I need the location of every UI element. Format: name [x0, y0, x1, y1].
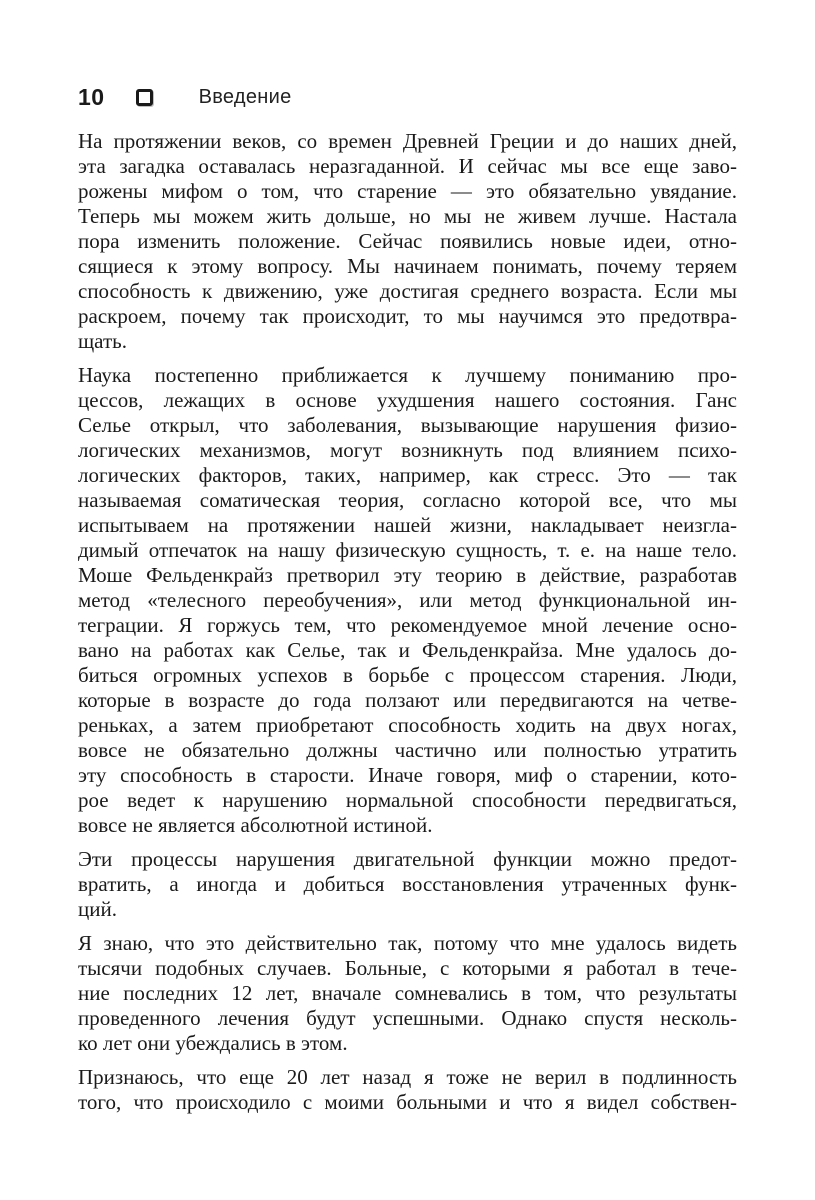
paragraph — [78, 847, 737, 922]
text-line: эта загадка оставалась неразгаданной. И сейчас мы все еще заво- — [78, 154, 737, 178]
paragraph — [78, 1065, 737, 1115]
text-line: ние последних 12 лет, вначале сомневались в том, что результаты — [78, 981, 737, 1005]
text-line: вовсе не является абсолютной истиной. — [78, 813, 433, 837]
text-line: цессов, лежащих в основе ухудшения нашего состояния. Ганс — [78, 388, 737, 412]
text-line: вовсе не обязательно должны частично или полностью утратить — [78, 738, 737, 762]
text-line: проведенного лечения будут успешными. Однако спустя несколь- — [78, 1006, 737, 1030]
text-line: Теперь мы можем жить дольше, но мы не живем лучше. Настала — [78, 204, 737, 228]
text-line: способность к движению, уже достигая среднего возраста. Если мы — [78, 279, 737, 303]
paragraph — [78, 363, 737, 838]
text-line: метод «телесного переобучения», или метод функциональной ин- — [78, 588, 737, 612]
text-line: Признаюсь, что еще 20 лет назад я тоже не верил в подлинность — [78, 1065, 737, 1089]
text-line: сящиеся к этому вопросу. Мы начинаем понимать, почему теряем — [78, 254, 737, 278]
chapter-title: Введение — [198, 85, 292, 108]
text-line: раскроем, почему так происходит, то мы научимся это предотвра- — [78, 304, 737, 328]
text-line: тысячи подобных случаев. Больные, с которыми я работал в тече- — [78, 956, 737, 980]
text-line: Наука постепенно приближается к лучшему пониманию про- — [78, 363, 737, 387]
text-line: вратить, а иногда и добиться восстановления утраченных функ- — [78, 872, 737, 896]
text-line: эту способность в старости. Иначе говоря, миф о старении, кото- — [78, 763, 737, 787]
page-text — [78, 129, 737, 1115]
text-line: щать. — [78, 329, 127, 353]
text-line: Моше Фельденкрайз претворил эту теорию в действие, разработав — [78, 563, 737, 587]
text-line: рожены мифом о том, что старение — это обязательно увядание. — [78, 179, 737, 203]
text-line: пора изменить положение. Сейчас появились новые идеи, отно- — [78, 229, 737, 253]
text-line: вано на работах как Селье, так и Фельденкрайза. Мне удалось до- — [78, 638, 737, 662]
text-line: Селье открыл, что заболевания, вызывающие нарушения физио- — [78, 413, 737, 437]
text-line: Я знаю, что это действительно так, потому что мне удалось видеть — [78, 931, 737, 955]
text-line: ко лет они убеждались в этом. — [78, 1031, 348, 1055]
text-line: рое ведет к нарушению нормальной способности передвигаться, — [78, 788, 737, 812]
text-line: логических факторов, таких, например, как стресс. Это — так — [78, 463, 737, 487]
text-line: биться огромных успехов в борьбе с процессом старения. Люди, — [78, 663, 737, 687]
text-line: На протяжении веков, со времен Древней Греции и до наших дней, — [78, 129, 737, 153]
text-line: называемая соматическая теория, согласно которой все, что мы — [78, 488, 737, 512]
text-line: логических механизмов, могут возникнуть под влиянием психо- — [78, 438, 737, 462]
text-line: реньках, а затем приобретают способность ходить на двух ногах, — [78, 713, 737, 737]
square-outline-icon — [136, 89, 153, 106]
text-line: ций. — [78, 897, 117, 921]
text-line: того, что происходило с моими больными и что я видел собствен- — [78, 1090, 737, 1114]
text-line: испытываем на протяжении нашей жизни, накладывает неизгла- — [78, 513, 737, 537]
paragraph — [78, 931, 737, 1056]
page-number: 10 — [78, 84, 105, 110]
text-line: теграции. Я горжусь тем, что рекомендуемое мной лечение осно- — [78, 613, 737, 637]
text-line: Эти процессы нарушения двигательной функции можно предот- — [78, 847, 737, 871]
text-line: которые в возрасте до года ползают или передвигаются на четве- — [78, 688, 737, 712]
paragraph — [78, 129, 737, 354]
running-header — [78, 86, 737, 108]
text-line: димый отпечаток на нашу физическую сущность, т. е. на наше тело. — [78, 538, 737, 562]
